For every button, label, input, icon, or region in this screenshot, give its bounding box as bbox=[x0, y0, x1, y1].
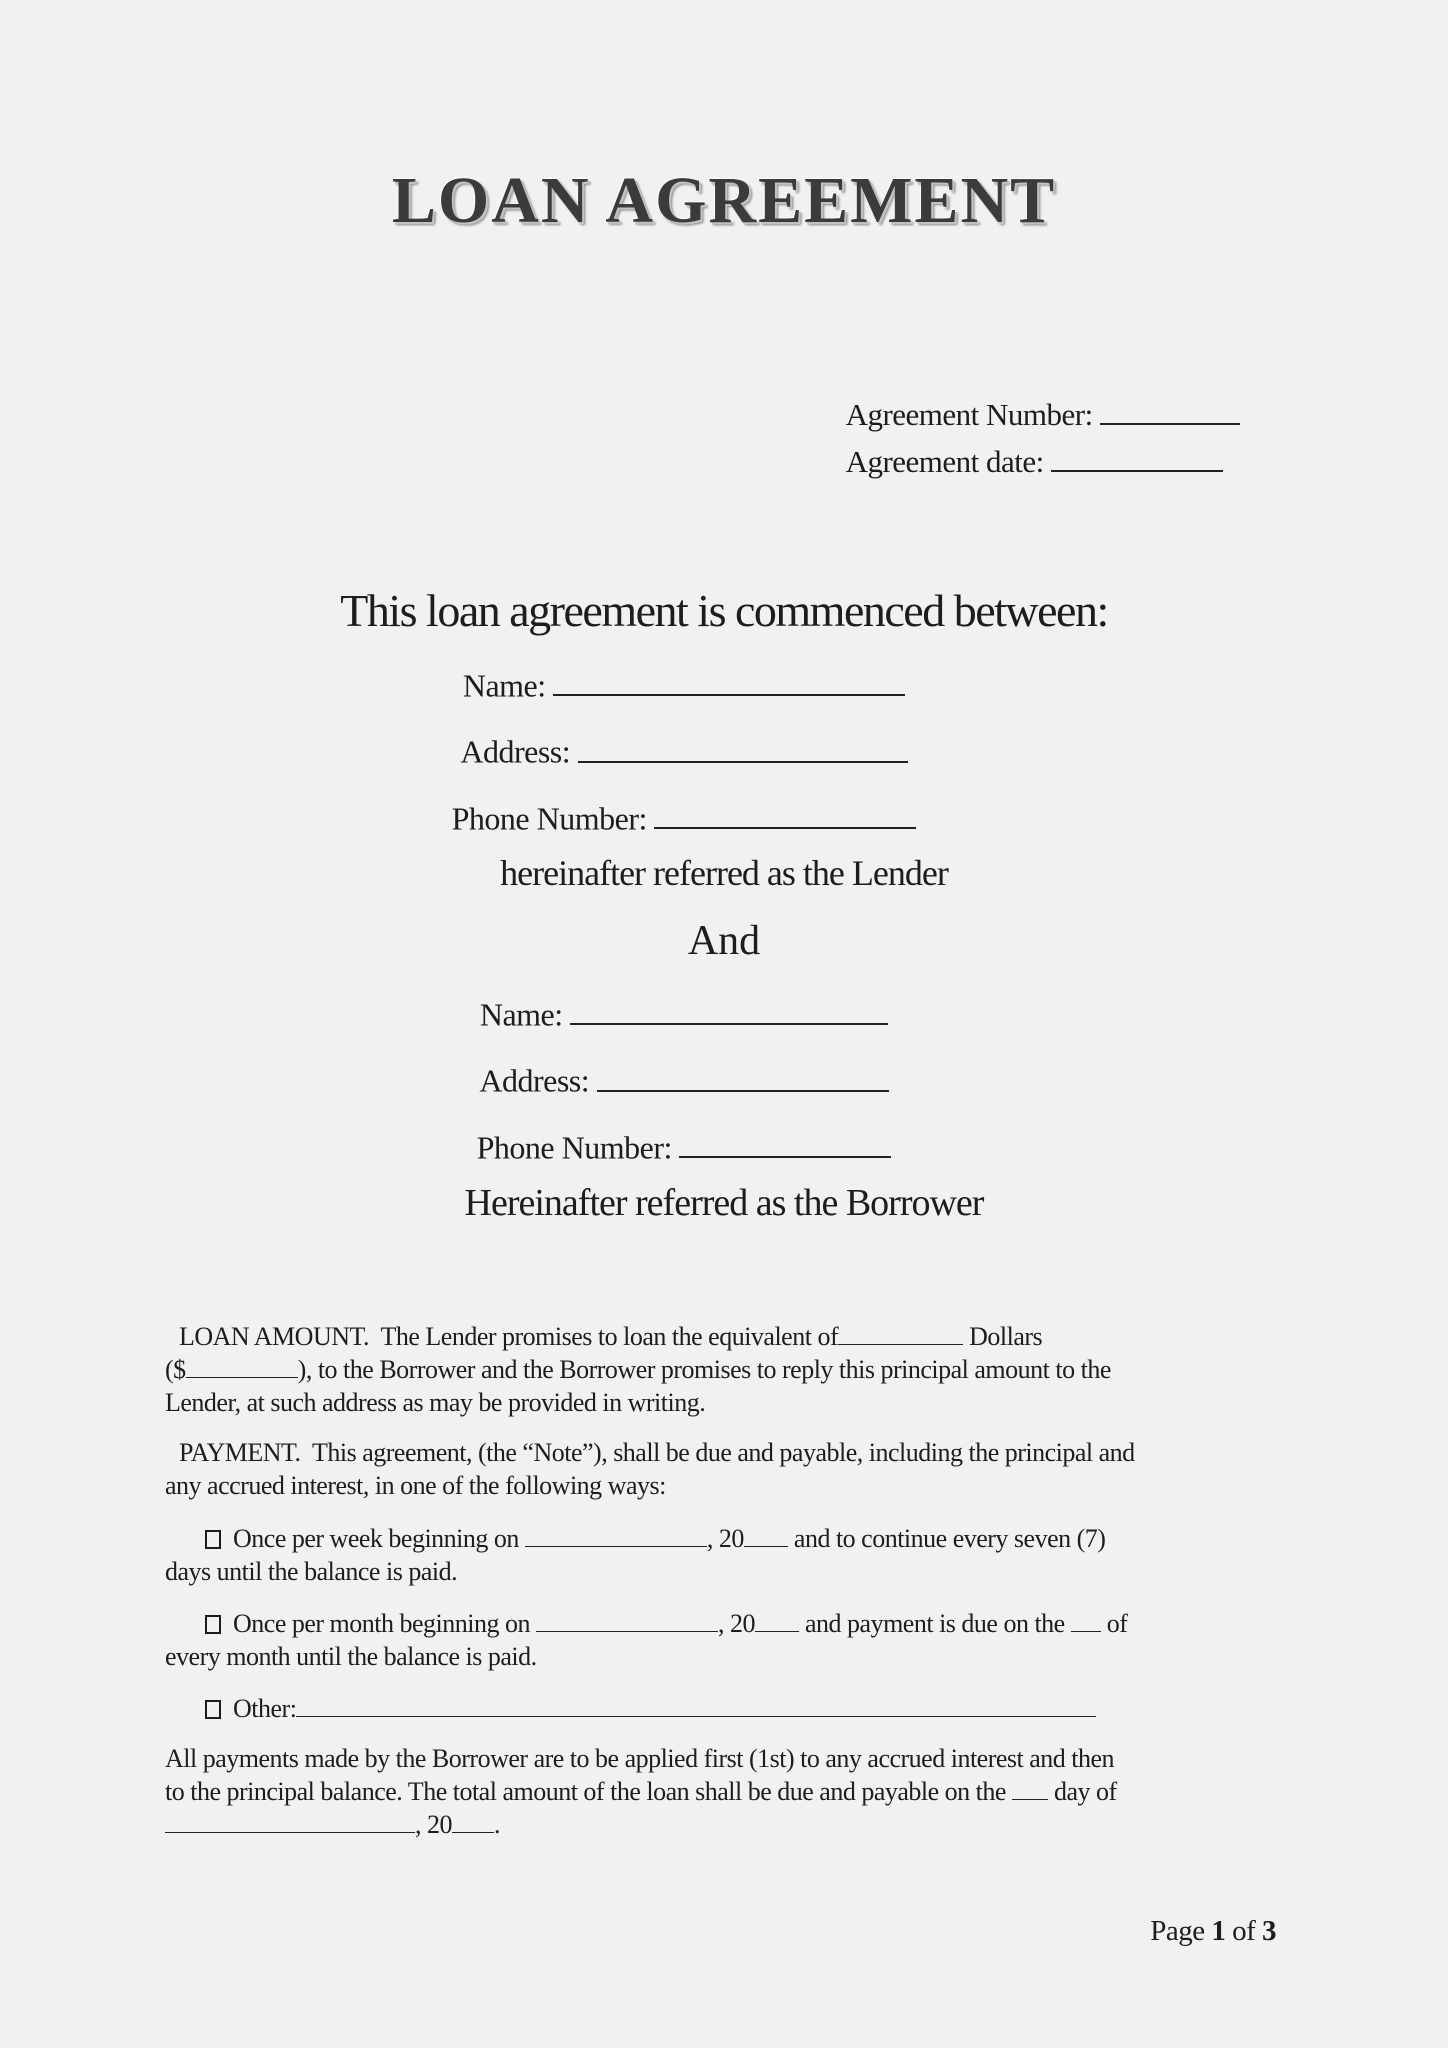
footer-of-label: of bbox=[1232, 1915, 1256, 1947]
month-due-day-input-line[interactable] bbox=[1071, 1608, 1101, 1632]
lender-phone-row bbox=[0, 797, 1408, 839]
other-option-label: Other: bbox=[233, 1694, 297, 1724]
borrower-address-label: Address: bbox=[479, 1062, 590, 1099]
agreement-number-input-line[interactable] bbox=[1100, 394, 1240, 425]
lender-fields bbox=[0, 664, 1408, 839]
application-text-5: . bbox=[494, 1810, 500, 1840]
payment-clause bbox=[165, 1436, 1293, 1502]
week-option-text-1: Once per week beginning on bbox=[233, 1524, 525, 1554]
footer-total-pages: 3 bbox=[1262, 1915, 1276, 1947]
intro-heading: This loan agreement is commenced between: bbox=[340, 585, 1108, 636]
borrower-phone-label: Phone Number: bbox=[476, 1129, 672, 1166]
borrower-address-row bbox=[0, 1059, 1408, 1101]
lender-address-label: Address: bbox=[460, 733, 571, 770]
loan-amount-text-4: ), to the Borrower and the Borrower promises to reply this principal amount to the bbox=[297, 1355, 1111, 1385]
lender-name-label: Name: bbox=[462, 667, 546, 704]
loan-amount-clause bbox=[165, 1320, 1293, 1419]
payment-text-2: any accrued interest, in one of the following ways: bbox=[165, 1471, 666, 1501]
application-text-2: to the principal balance. The total amount of the loan shall be due and payable on the bbox=[165, 1777, 1012, 1807]
loan-amount-text-1: LOAN AMOUNT. The Lender promises to loan the equivalent of bbox=[179, 1322, 839, 1352]
loan-amount-words-input-line[interactable] bbox=[838, 1321, 963, 1345]
due-year-input-line[interactable] bbox=[452, 1809, 494, 1833]
borrower-name-label: Name: bbox=[479, 996, 563, 1033]
loan-amount-text-3: ($ bbox=[165, 1355, 186, 1385]
page-title: LOAN AGREEMENT bbox=[391, 164, 1057, 237]
borrower-address-input-line[interactable] bbox=[597, 1059, 889, 1091]
lender-address-input-line[interactable] bbox=[578, 730, 908, 762]
application-text-1: All payments made by the Borrower are to be applied first (1st) to any accrued interest and then bbox=[165, 1744, 1115, 1774]
borrower-tagline: Hereinafter referred as the Borrower bbox=[464, 1182, 984, 1225]
loan-amount-text-2: Dollars bbox=[963, 1322, 1043, 1352]
borrower-phone-input-line[interactable] bbox=[679, 1126, 891, 1158]
application-text-4: , 20 bbox=[415, 1810, 452, 1840]
once-per-month-checkbox[interactable] bbox=[205, 1615, 221, 1634]
agreement-number-label: Agreement Number: bbox=[845, 397, 1093, 432]
week-option-text-3: and to continue every seven (7) bbox=[787, 1524, 1106, 1554]
borrower-name-input-line[interactable] bbox=[570, 993, 888, 1025]
once-per-week-checkbox[interactable] bbox=[205, 1530, 221, 1549]
week-option-text-2: , 20 bbox=[706, 1524, 744, 1554]
agreement-date-input-line[interactable] bbox=[1051, 440, 1223, 471]
footer-page-number: 1 bbox=[1211, 1915, 1226, 1947]
month-option-text-3: and payment is due on the bbox=[799, 1609, 1071, 1639]
page-footer bbox=[1150, 1915, 1276, 1948]
due-day-input-line[interactable] bbox=[1012, 1776, 1048, 1800]
week-start-year-input-line[interactable] bbox=[744, 1523, 788, 1547]
lender-phone-label: Phone Number: bbox=[451, 800, 647, 837]
lender-name-input-line[interactable] bbox=[553, 664, 905, 696]
loan-amount-figure-input-line[interactable] bbox=[186, 1354, 298, 1378]
week-option-text-4: days until the balance is paid. bbox=[165, 1557, 458, 1587]
agreement-number-row bbox=[846, 392, 1240, 439]
lender-phone-input-line[interactable] bbox=[654, 797, 916, 829]
lender-address-row bbox=[0, 730, 1408, 772]
footer-page-label: Page bbox=[1150, 1915, 1205, 1947]
lender-name-row bbox=[0, 664, 1408, 706]
borrower-fields bbox=[0, 993, 1408, 1168]
agreement-date-label: Agreement date: bbox=[845, 443, 1044, 479]
agreement-meta-block bbox=[846, 392, 1240, 485]
due-month-input-line[interactable] bbox=[165, 1809, 415, 1833]
month-start-date-input-line[interactable] bbox=[536, 1608, 718, 1632]
borrower-phone-row bbox=[0, 1126, 1408, 1168]
borrower-name-row bbox=[0, 993, 1408, 1035]
parties-separator: And bbox=[687, 918, 761, 965]
loan-amount-text-5: Lender, at such address as may be provided in writing. bbox=[165, 1388, 706, 1418]
agreement-date-row bbox=[846, 439, 1240, 486]
other-description-input-line[interactable] bbox=[296, 1693, 1096, 1717]
month-option-text-4: of bbox=[1100, 1609, 1128, 1639]
option-once-per-week bbox=[165, 1522, 1293, 1588]
option-other bbox=[165, 1692, 1293, 1725]
month-option-text-5: every month until the balance is paid. bbox=[165, 1642, 537, 1672]
application-text-3: day of bbox=[1047, 1777, 1117, 1807]
month-option-text-1: Once per month beginning on bbox=[233, 1609, 536, 1639]
other-checkbox[interactable] bbox=[205, 1700, 221, 1719]
week-start-date-input-line[interactable] bbox=[525, 1523, 707, 1547]
lender-tagline: hereinafter referred as the Lender bbox=[500, 853, 948, 894]
option-once-per-month bbox=[165, 1607, 1293, 1673]
application-of-payments-clause bbox=[165, 1742, 1293, 1841]
month-start-year-input-line[interactable] bbox=[755, 1608, 799, 1632]
payment-text-1: PAYMENT. This agreement, (the “Note”), shall be due and payable, including the principal and bbox=[179, 1438, 1135, 1468]
month-option-text-2: , 20 bbox=[718, 1609, 755, 1639]
